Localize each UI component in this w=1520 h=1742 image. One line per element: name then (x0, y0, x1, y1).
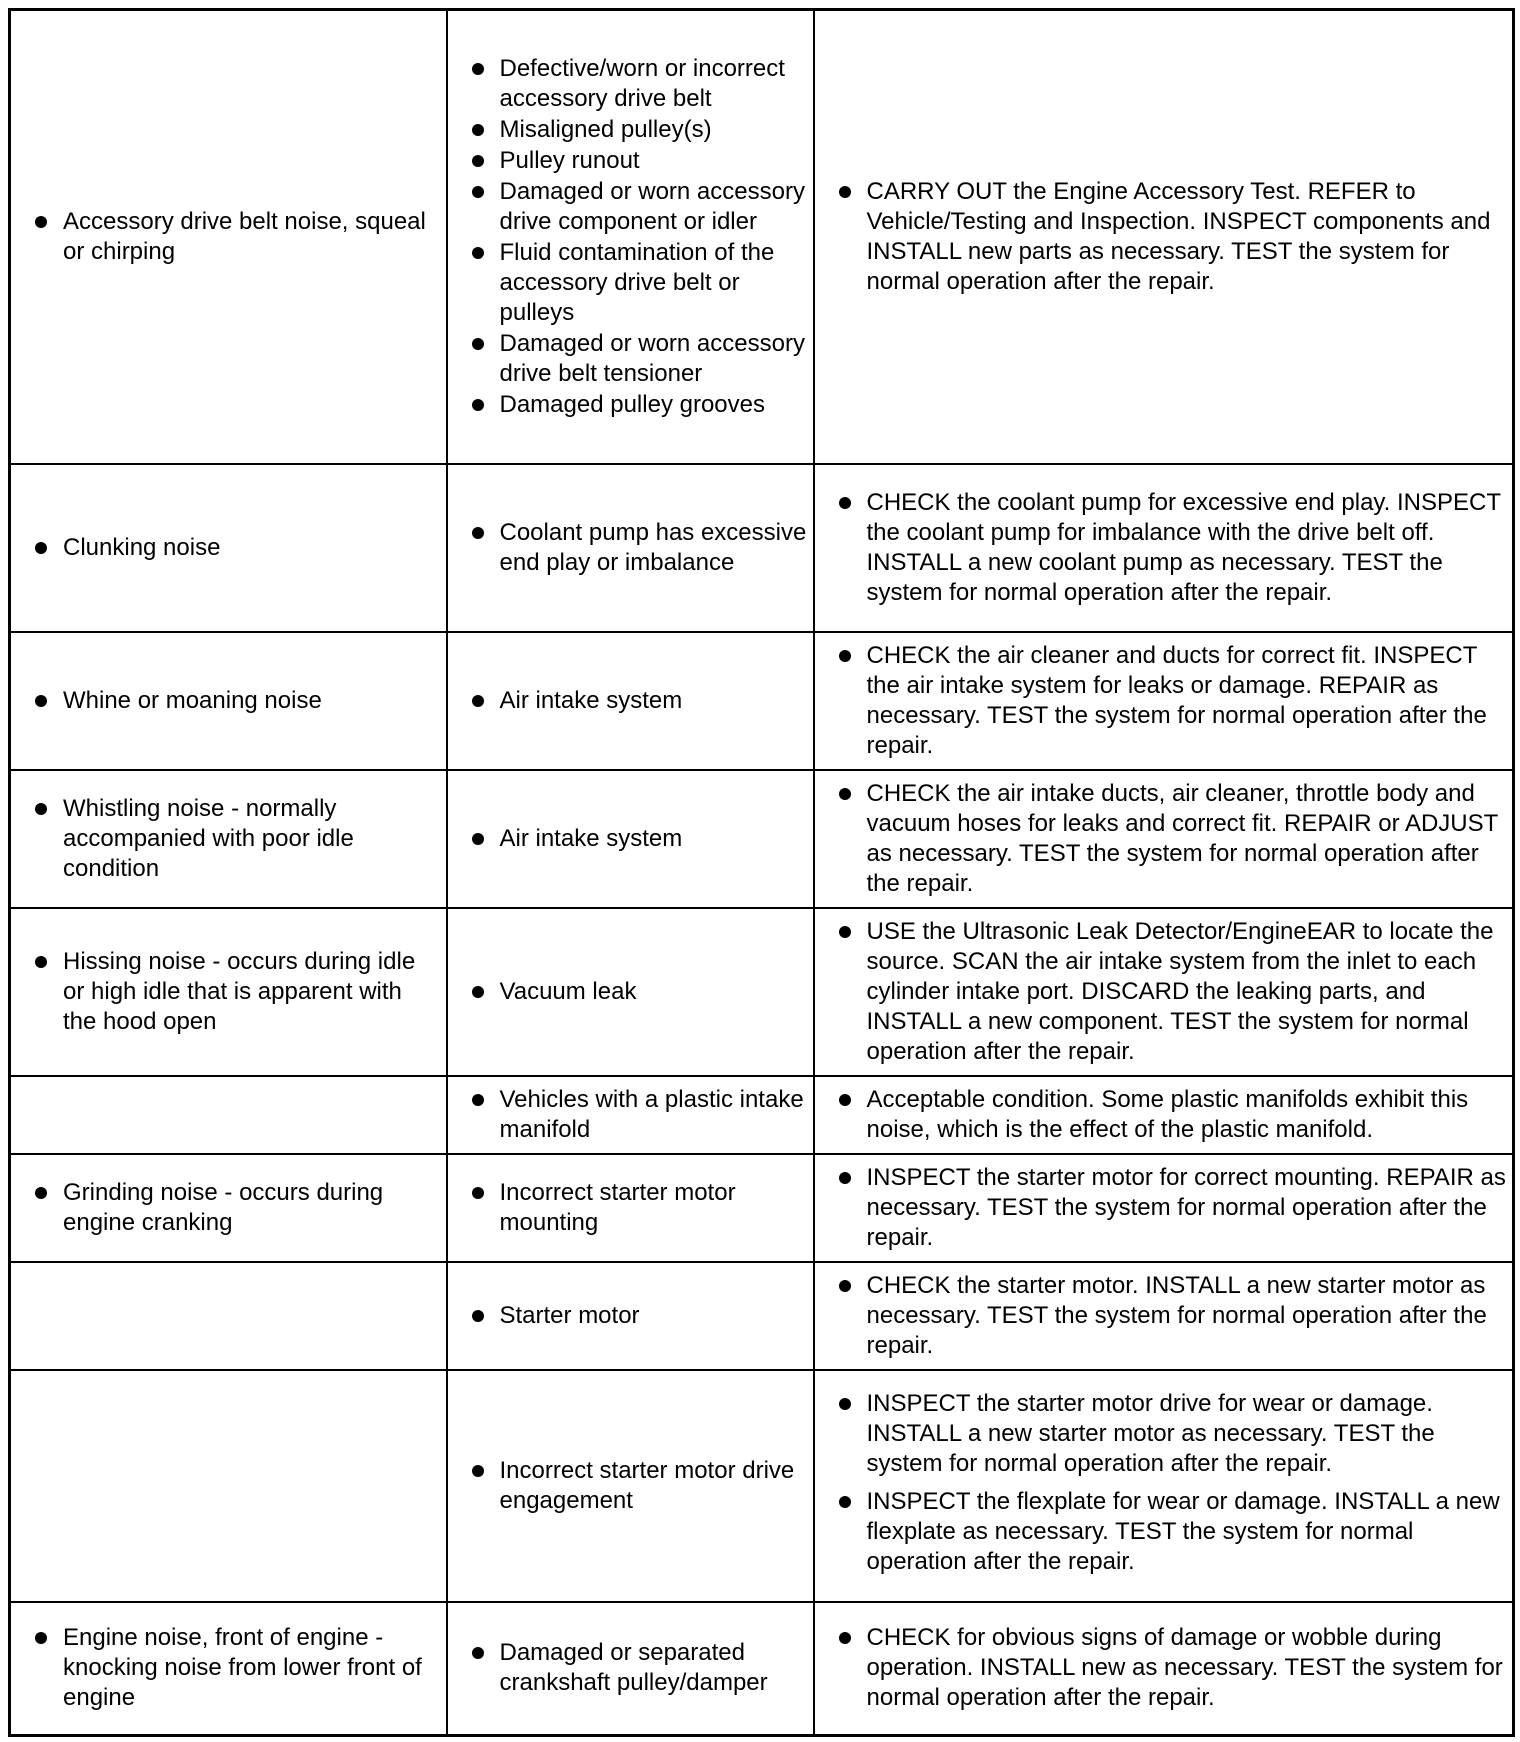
cause-cell (447, 1154, 814, 1262)
action-item: CARRY OUT the Engine Accessory Test. REFER to Vehicle/Testing and Inspection. INSPECT components and INSTALL new parts as necessary. TEST the system for normal operation after the repair. (839, 177, 1507, 297)
symptom-cell (10, 908, 447, 1076)
table-row (10, 1154, 1514, 1262)
cause-item: Vacuum leak (472, 977, 807, 1007)
symptom-cell-empty (10, 1076, 447, 1154)
table-row (10, 632, 1514, 770)
table-row (10, 1262, 1514, 1370)
table-row (10, 464, 1514, 632)
cause-cell (447, 908, 814, 1076)
cause-item: Air intake system (472, 824, 807, 854)
cause-cell (447, 464, 814, 632)
symptom-text: Engine noise, front of engine - knocking noise from lower front of engine (35, 1623, 440, 1713)
symptom-text: Whine or moaning noise (35, 686, 440, 716)
cause-item: Pulley runout (472, 146, 807, 176)
symptom-cell (10, 464, 447, 632)
symptom-cell (10, 770, 447, 908)
action-item: CHECK the coolant pump for excessive end play. INSPECT the coolant pump for imbalance with the drive belt off. INSTALL a new coolant pump as necessary. TEST the system for normal operation after the repair. (839, 488, 1507, 608)
symptom-cell (10, 632, 447, 770)
symptom-text: Hissing noise - occurs during idle or high idle that is apparent with the hood open (35, 947, 440, 1037)
symptom-text: Clunking noise (35, 533, 440, 563)
cause-item: Misaligned pulley(s) (472, 115, 807, 145)
cause-cell (447, 1370, 814, 1602)
action-cell (814, 770, 1514, 908)
symptom-text: Accessory drive belt noise, squeal or chirping (35, 207, 440, 267)
action-item: INSPECT the starter motor drive for wear or damage. INSTALL a new starter motor as necessary. TEST the system for normal operation after the repair. (839, 1389, 1507, 1479)
symptom-cell-empty (10, 1370, 447, 1602)
action-item: CHECK the starter motor. INSTALL a new starter motor as necessary. TEST the system for normal operation after the repair. (839, 1271, 1507, 1361)
action-item: INSPECT the starter motor for correct mounting. REPAIR as necessary. TEST the system for normal operation after the repair. (839, 1163, 1507, 1253)
action-cell (814, 1370, 1514, 1602)
action-cell (814, 908, 1514, 1076)
cause-item: Air intake system (472, 686, 807, 716)
noise-diagnosis-table (8, 8, 1515, 1737)
symptom-cell-empty (10, 1262, 447, 1370)
cause-cell (447, 632, 814, 770)
action-item: CHECK for obvious signs of damage or wobble during operation. INSTALL new as necessary. TEST the system for normal operation after the repair. (839, 1623, 1507, 1713)
cause-item: Incorrect starter motor drive engagement (472, 1456, 807, 1516)
table-row (10, 1076, 1514, 1154)
cause-cell (447, 1602, 814, 1736)
cause-cell (447, 1262, 814, 1370)
symptom-text: Whistling noise - normally accompanied with poor idle condition (35, 794, 440, 884)
cause-cell (447, 1076, 814, 1154)
cause-item: Damaged pulley grooves (472, 390, 807, 420)
symptom-text: Grinding noise - occurs during engine cranking (35, 1178, 440, 1238)
cause-cell (447, 770, 814, 908)
cause-item: Damaged or separated crankshaft pulley/damper (472, 1638, 807, 1698)
action-item: CHECK the air intake ducts, air cleaner, throttle body and vacuum hoses for leaks and correct fit. REPAIR or ADJUST as necessary. TEST the system for normal operation after the repair. (839, 779, 1507, 899)
action-item: USE the Ultrasonic Leak Detector/EngineEAR to locate the source. SCAN the air intake system from the inlet to each cylinder intake port. DISCARD the leaking parts, and INSTALL a new component. TEST the system for normal operation after the repair. (839, 917, 1507, 1067)
action-cell (814, 1076, 1514, 1154)
action-cell (814, 632, 1514, 770)
cause-item: Damaged or worn accessory drive belt tensioner (472, 329, 807, 389)
cause-item: Fluid contamination of the accessory drive belt or pulleys (472, 238, 807, 328)
cause-item: Incorrect starter motor mounting (472, 1178, 807, 1238)
action-cell (814, 1154, 1514, 1262)
cause-item: Defective/worn or incorrect accessory drive belt (472, 54, 807, 114)
table-row (10, 1602, 1514, 1736)
cause-item: Starter motor (472, 1301, 807, 1331)
diagnosis-table-sheet (8, 8, 1512, 1734)
cause-cell (447, 10, 814, 464)
action-item: Acceptable condition. Some plastic manifolds exhibit this noise, which is the effect of the plastic manifold. (839, 1085, 1507, 1145)
cause-item: Coolant pump has excessive end play or imbalance (472, 518, 807, 578)
table-row (10, 10, 1514, 464)
cause-item: Damaged or worn accessory drive component or idler (472, 177, 807, 237)
symptom-cell (10, 10, 447, 464)
table-row (10, 1370, 1514, 1602)
action-item: INSPECT the flexplate for wear or damage. INSTALL a new flexplate as necessary. TEST the system for normal operation after the repair. (839, 1487, 1507, 1577)
table-row (10, 908, 1514, 1076)
symptom-cell (10, 1154, 447, 1262)
action-cell (814, 1602, 1514, 1736)
symptom-cell (10, 1602, 447, 1736)
table-row (10, 770, 1514, 908)
action-cell (814, 1262, 1514, 1370)
cause-item: Vehicles with a plastic intake manifold (472, 1085, 807, 1145)
action-item: CHECK the air cleaner and ducts for correct fit. INSPECT the air intake system for leaks or damage. REPAIR as necessary. TEST the system for normal operation after the repair. (839, 641, 1507, 761)
action-cell (814, 464, 1514, 632)
action-cell (814, 10, 1514, 464)
